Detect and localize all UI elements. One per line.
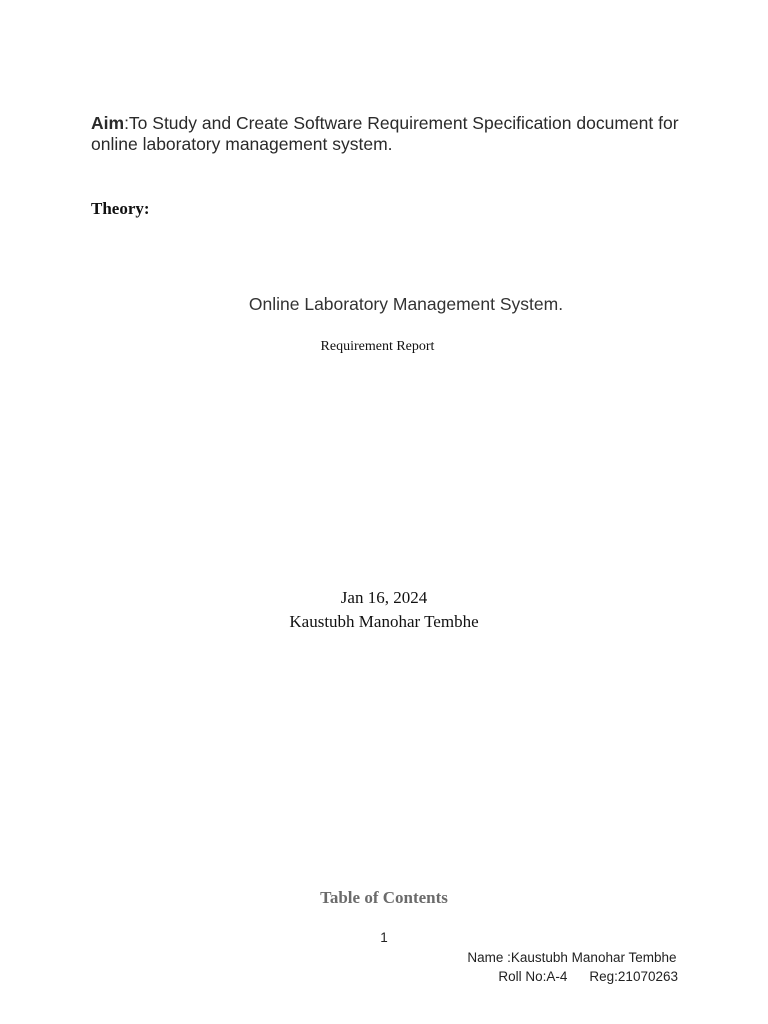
- footer-roll: Roll No:A-4: [498, 969, 568, 984]
- document-date: Jan 16, 2024: [340, 588, 428, 607]
- footer-name: Name :Kaustubh Manohar Tembhe: [467, 950, 677, 965]
- aim-paragraph: [91, 113, 691, 155]
- page-number: 1: [380, 930, 388, 945]
- footer: [467, 948, 678, 986]
- table-of-contents-heading: Table of Contents: [320, 888, 448, 907]
- aim-text: :To Study and Create Software Requirement Specification document for online laboratory management system.: [91, 113, 679, 154]
- aim-label: Aim: [91, 113, 125, 133]
- document-author: Kaustubh Manohar Tembhe: [289, 612, 479, 631]
- document-subtitle: Requirement Report: [320, 339, 435, 354]
- footer-roll-reg: [467, 967, 678, 986]
- document-title: Online Laboratory Management System.: [248, 294, 564, 314]
- theory-heading: Theory:: [91, 199, 150, 218]
- footer-reg: Reg:21070263: [589, 969, 678, 984]
